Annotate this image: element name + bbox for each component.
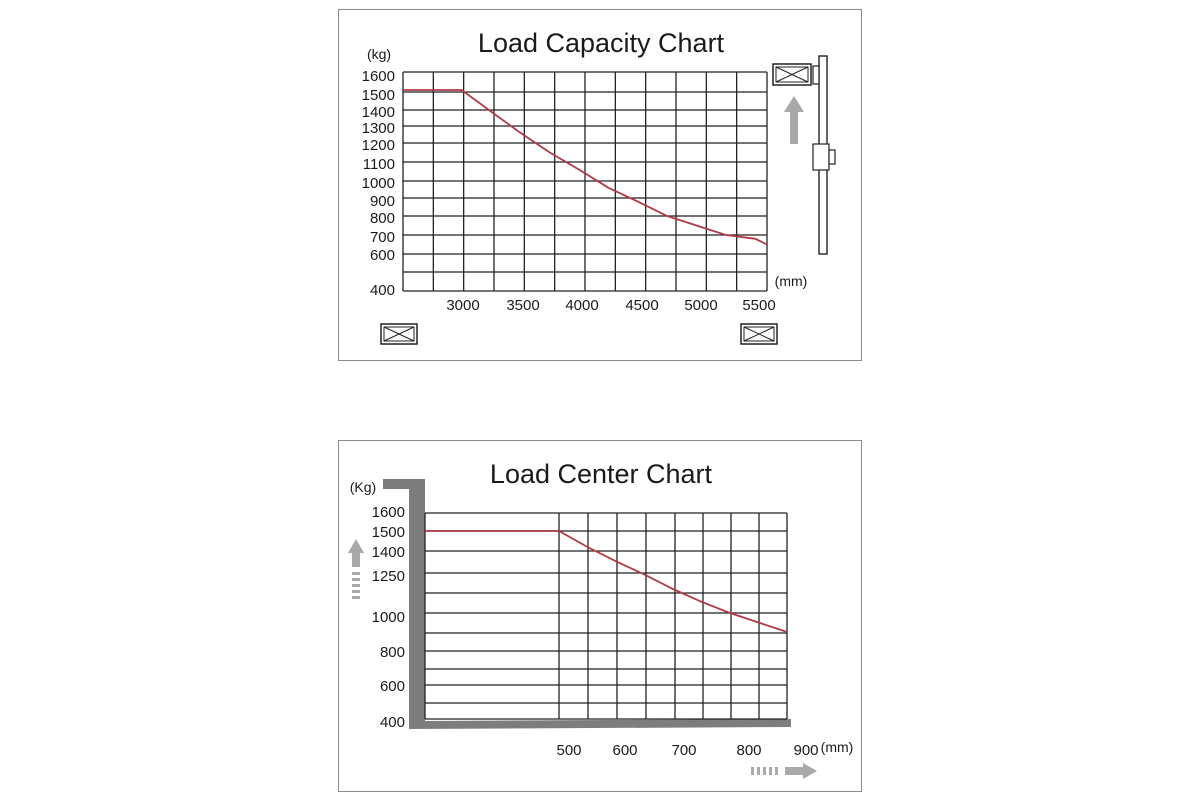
load-center-line	[425, 531, 787, 632]
y-tick-label: 1500	[371, 524, 405, 541]
chart-grid	[425, 513, 787, 719]
y-tick-label: 1500	[361, 87, 395, 104]
y-tick-label: 1000	[371, 609, 405, 626]
y-tick-label: 1400	[361, 104, 395, 121]
chart-title: Load Center Chart	[489, 459, 713, 489]
y-tick-label: 600	[369, 247, 395, 264]
pallet-icon-top	[773, 64, 811, 85]
y-tick-label: 1250	[371, 568, 405, 585]
x-tick-labels	[446, 297, 775, 314]
pallet-icon-right	[741, 324, 777, 344]
y-tick-label: 1000	[361, 175, 395, 192]
x-tick-label: 500	[556, 742, 582, 759]
y-tick-label: 1100	[362, 156, 395, 173]
load-center-curve	[425, 531, 787, 632]
y-tick-labels	[372, 504, 405, 731]
up-arrow-icon	[784, 96, 804, 144]
load-capacity-chart-panel	[338, 9, 862, 361]
y-tick-label: 600	[379, 678, 405, 695]
x-tick-label: 5000	[684, 297, 718, 314]
load-capacity-chart	[339, 10, 863, 362]
x-tick-label: 800	[736, 742, 762, 759]
y-axis-unit: (kg)	[366, 46, 392, 62]
pallet-icon-left	[381, 324, 417, 344]
x-tick-label: 900	[793, 742, 819, 759]
y-tick-labels	[362, 68, 395, 299]
x-tick-label: 5500	[742, 297, 776, 314]
x-tick-label: 3500	[506, 297, 540, 314]
y-tick-label: 900	[369, 193, 395, 210]
x-tick-label: 3000	[446, 297, 480, 314]
load-center-chart	[339, 441, 863, 793]
y-tick-label: 1300	[361, 120, 395, 137]
x-axis-unit: (mm)	[774, 273, 808, 289]
load-center-chart-panel	[338, 440, 862, 792]
y-tick-label: 1200	[361, 137, 395, 154]
y-tick-label: 1600	[371, 504, 405, 521]
y-tick-label: 800	[369, 210, 395, 227]
up-arrow-icon	[348, 539, 364, 599]
x-axis-unit: (mm)	[820, 739, 854, 755]
x-tick-label: 600	[612, 742, 638, 759]
y-tick-label: 400	[369, 282, 395, 299]
x-tick-label: 4500	[625, 297, 659, 314]
y-tick-label: 800	[379, 644, 405, 661]
mast-icon	[773, 56, 835, 254]
y-tick-label: 1600	[361, 68, 395, 85]
right-arrow-icon	[751, 763, 817, 779]
y-tick-label: 700	[369, 229, 395, 246]
y-axis-unit: (Kg)	[349, 479, 377, 495]
x-tick-labels	[556, 742, 818, 759]
y-tick-label: 400	[379, 714, 405, 731]
axis-frame	[383, 479, 791, 729]
x-tick-label: 700	[671, 742, 697, 759]
chart-title: Load Capacity Chart	[477, 28, 725, 58]
y-tick-label: 1400	[371, 544, 405, 561]
chart-grid	[403, 72, 767, 291]
x-tick-label: 4000	[565, 297, 599, 314]
